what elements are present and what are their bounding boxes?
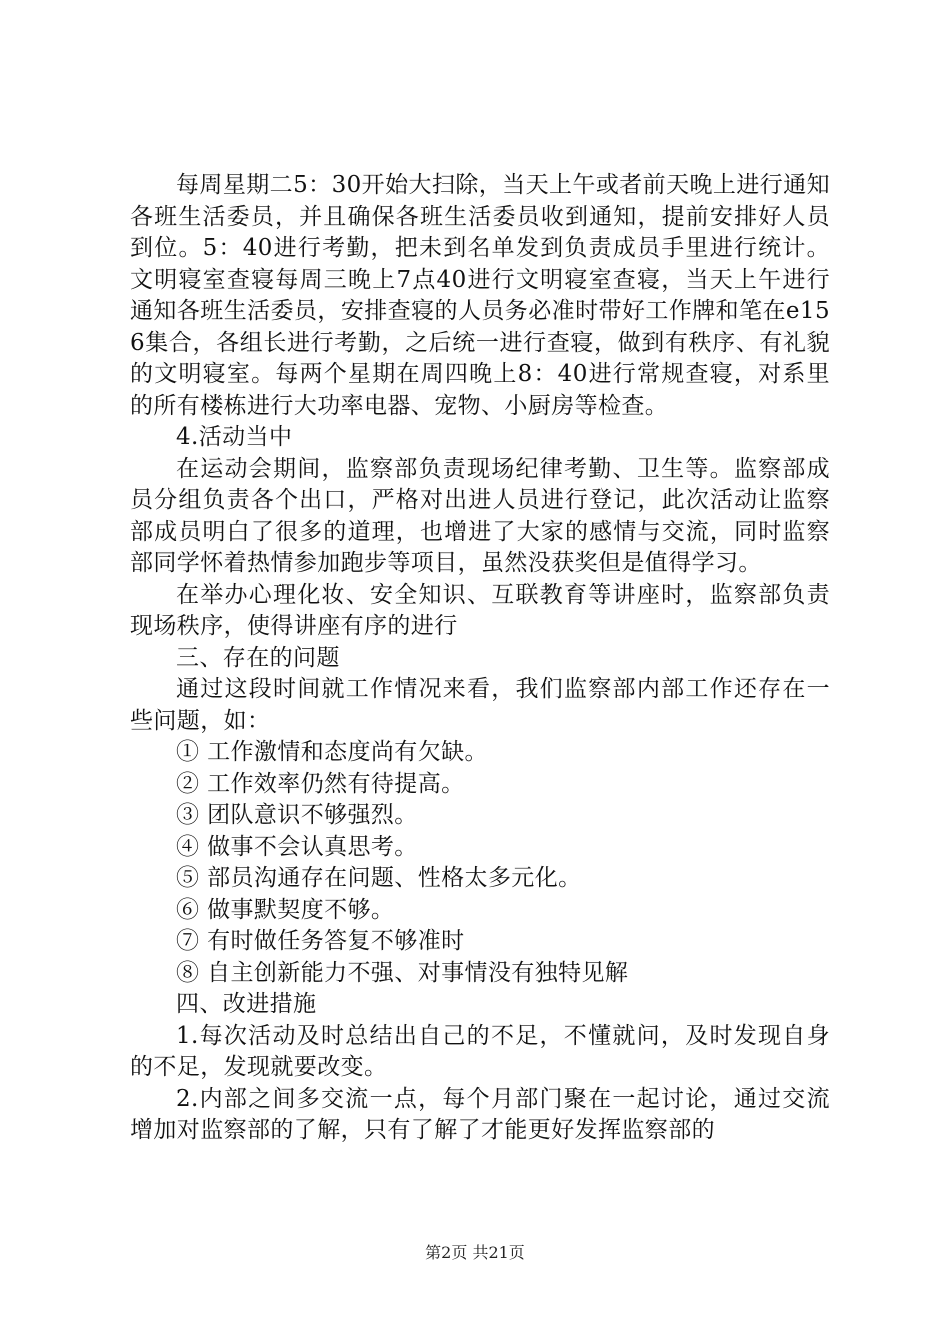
page-number-label: 第2页 共21页 [425,1243,525,1262]
measure-item-1: 1.每次活动及时总结出自己的不足，不懂就问，及时发现自身的不足，发现就要改变。 [130,1022,830,1080]
problem-item-7: ⑦ 有时做任务答复不够准时 [176,928,465,954]
problem-item-1: ① 工作激情和态度尚有欠缺。 [176,739,488,765]
paragraph-cleaning-and-inspection: 每周星期二5：30开始大扫除，当天上午或者前天晚上进行通知各班生活委员，并且确保各班生活委员收到通知，提前安排好人员到位。5：40进行考勤，把未到名单发到负责成员手里进行统计。文明寝室查寝每周三晚上7点40进行文明寝室查寝，当天上午进行通知各班生活委员，安排查寝的人员务必准时带好工作牌和笔在e156集合，各组长进行考勤，之后统一进行查寝，做到有秩序、有礼貌的文明寝室。每两个星期在周四晚上8：40进行常规查寝，对系里的所有楼栋进行大功率电器、宠物、小厨房等检查。 [130,172,830,419]
problem-item-6: ⑥ 做事默契度不够。 [176,896,395,923]
paragraph-lectures: 在举办心理化妆、安全知识、互联教育等讲座时，监察部负责现场秩序，使得讲座有序的进行 [130,581,830,639]
document-body [130,170,830,1147]
page-footer [0,1240,950,1263]
measure-item-2: 2.内部之间多交流一点，每个月部门聚在一起讨论，通过交流增加对监察部的了解，只有了解了才能更好发挥监察部的 [130,1085,830,1143]
problem-item-3: ③ 团队意识不够强烈。 [176,802,418,828]
heading-during-activities: 4.活动当中 [176,424,293,450]
problem-item-4: ④ 做事不会认真思考。 [176,833,418,860]
problem-item-2: ② 工作效率仍然有待提高。 [176,770,465,797]
paragraph-problems-intro: 通过这段时间就工作情况来看，我们监察部内部工作还存在一些问题，如： [130,676,830,734]
heading-improvement-measures: 四、改进措施 [176,991,317,1017]
problem-item-5: ⑤ 部员沟通存在问题、性格太多元化。 [176,865,582,891]
problem-item-8: ⑧ 自主创新能力不强、对事情没有独特见解 [176,959,629,986]
heading-existing-problems: 三、存在的问题 [176,644,340,671]
paragraph-sports-meet: 在运动会期间，监察部负责现场纪律考勤、卫生等。监察部成员分组负责各个出口，严格对出进人员进行登记，此次活动让监察部成员明白了很多的道理，也增进了大家的感情与交流，同时监察部同学怀着热情参加跑步等项目，虽然没获奖但是值得学习。 [130,455,830,576]
